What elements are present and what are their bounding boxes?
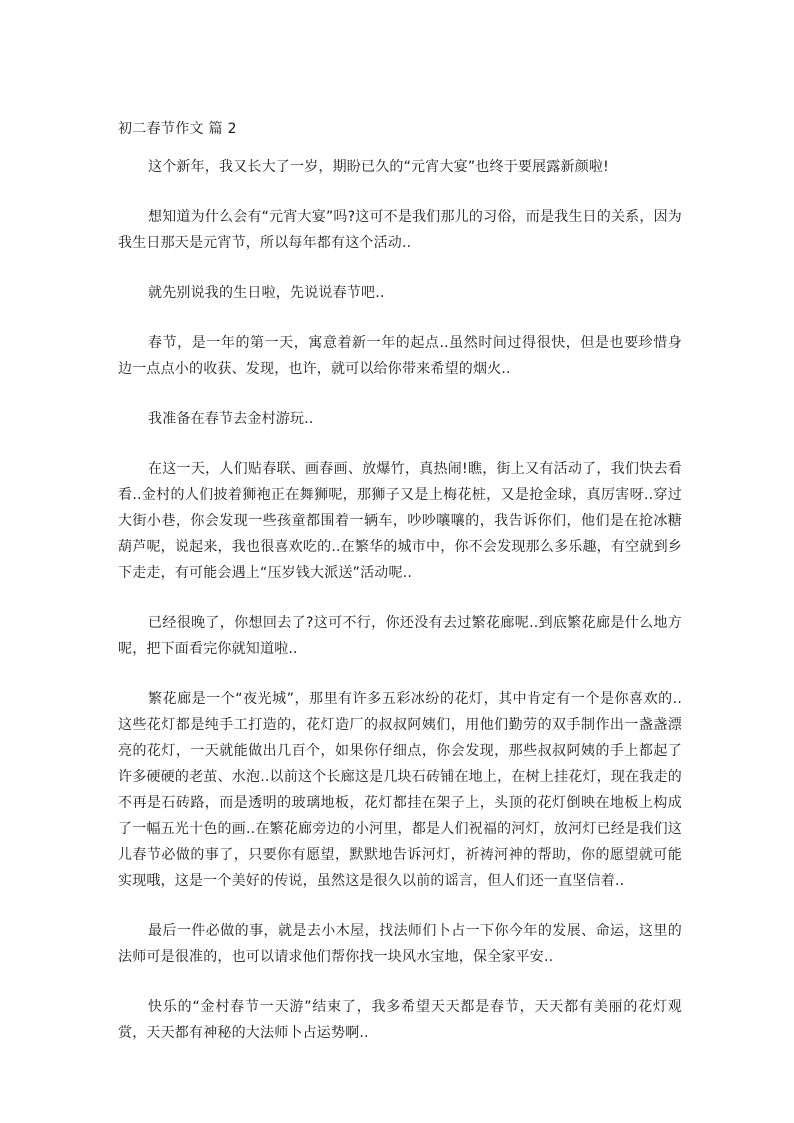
paragraph: 我准备在春节去金村游玩.. [148, 411, 314, 427]
paragraph: 最后一件必做的事，就是去小木屋，找法师们卜占一下你今年的发展、命运，这里的法师可是很准的，也可以请求他们帮你找一块风水宝地，保全家平安.. [118, 923, 682, 965]
paragraph: 已经很晚了，你想回去了?这可不行，你还没有去过繁花廊呢..到底繁花廊是什么地方呢，把下面看完你就知道啦.. [118, 615, 682, 657]
paragraph: 在这一天，人们贴春联、画春画、放爆竹，真热闹!瞧，街上又有活动了，我们快去看看..金村的人们披着狮袍正在舞狮呢，那狮子又是上梅花桩，又是抢金球，真厉害呀..穿过大街小巷，你会发现一些孩童都围着一辆车，吵吵嚷嚷的，我告诉你们，他们是在抢冰糖葫芦呢，说起来，我也很喜欢吃的..在繁华的城市中，你不会发现那么多乐趣，有空就到乡下走走，有可能会遇上“压岁钱大派送”活动呢.. [118, 461, 682, 581]
paragraph: 就先别说我的生日啦，先说说春节吧.. [148, 285, 385, 301]
paragraph: 繁花廊是一个“夜光城”，那里有许多五彩冰纷的花灯，其中肯定有一个是你喜欢的..这些花灯都是纯手工打造的，花灯造厂的叔叔阿姨们，用他们勤劳的双手制作出一盏盏漂亮的花灯，一天就能做出几百个，如果你仔细点，你会发现，那些叔叔阿姨的手上都起了许多硬硬的老茧、水泡..以前这个长廊这是几块石砖铺在地上，在树上挂花灯，现在我走的不再是石砖路，而是透明的玻璃地板，花灯都挂在架子上，头顶的花灯倒映在地板上构成了一幅五光十色的画..在繁花廊旁边的小河里，都是人们祝福的河灯，放河灯已经是我们这儿春节必做的事了，只要你有愿望，默默地告诉河灯，祈祷河神的帮助，你的愿望就可能实现哦，这是一个美好的传说，虽然这是很久以前的谣言，但人们还一直坚信着.. [118, 691, 682, 889]
document-page [118, 116, 682, 1070]
document-title: 初二春节作文 篇 2 [118, 121, 237, 137]
paragraph: 春节，是一年的第一天，寓意着新一年的起点..虽然时间过得很快，但是也要珍惜身边一点点小的收获、发现，也许，就可以给你带来希望的烟火.. [118, 335, 682, 377]
paragraph: 这个新年，我又长大了一岁，期盼已久的“元宵大宴”也终于要展露新颜啦! [148, 159, 609, 175]
paragraph: 想知道为什么会有“元宵大宴”吗?这可不是我们那儿的习俗，而是我生日的关系，因为我生日那天是元宵节，所以每年都有这个活动.. [118, 209, 682, 251]
paragraph: 快乐的“金村春节一天游”结束了，我多希望天天都是春节，天天都有美丽的花灯观赏，天天都有神秘的大法师卜占运势啊.. [118, 999, 682, 1041]
